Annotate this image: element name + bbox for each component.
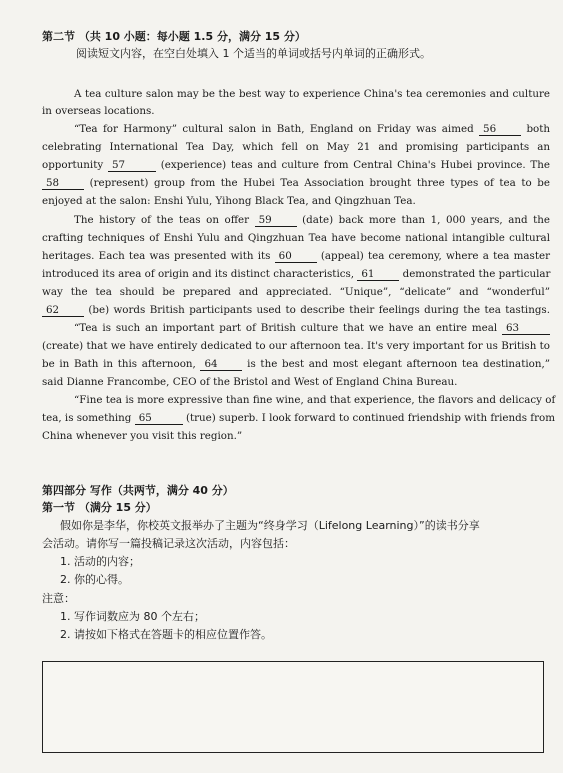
passage-text: demonstrated the particular xyxy=(402,268,551,280)
content-item: 1. 活动的内容； xyxy=(60,555,140,568)
blank-62[interactable]: 62 xyxy=(42,305,84,317)
blank-57[interactable]: 57 xyxy=(108,160,156,172)
passage-text: opportunity xyxy=(42,159,104,171)
passage-line: way the tea should be prepared and appreciated. “Unique”, “delicate” and “wonderful” xyxy=(42,286,550,298)
passage-line xyxy=(42,159,550,172)
blank-61[interactable]: 61 xyxy=(357,269,399,281)
passage-text: The history of the teas on offer xyxy=(74,214,250,226)
note-item: 1. 写作词数应为 80 个左右； xyxy=(60,610,205,623)
passage-text: (be) words British participants used to describe their feelings during the tea tastings. xyxy=(88,304,550,316)
section-heading: 第二节 （共 10 小题：每小题 1.5 分，满分 15 分） xyxy=(42,30,306,43)
note-item: 2. 请按如下格式在答题卡的相应位置作答。 xyxy=(60,628,272,641)
passage-line xyxy=(74,123,550,136)
passage-text: (represent) group from the Hubei Tea Association brought three types of tea to be xyxy=(89,177,550,189)
passage-line: said Dianne Francombe, CEO of the Bristol and West of England China Bureau. xyxy=(42,376,458,388)
part4-subheading: 第一节 （满分 15 分） xyxy=(42,501,157,514)
passage-line xyxy=(74,214,550,227)
passage-text: introduced its area of origin and its distinct characteristics, xyxy=(42,268,355,280)
passage-text: “Tea for Harmony” cultural salon in Bath, England on Friday was aimed xyxy=(74,123,474,135)
blank-59[interactable]: 59 xyxy=(255,215,297,227)
passage-line xyxy=(42,268,550,281)
blank-65[interactable]: 65 xyxy=(135,413,183,425)
passage-line: celebrating International Tea Day, which fell on May 21 and promising participants an xyxy=(42,141,550,153)
passage-line: “Fine tea is more expressive than fine wine, and that experience, the flavors and delicacy of xyxy=(74,394,556,406)
passage-line xyxy=(42,358,550,371)
notes-label: 注意： xyxy=(42,592,75,605)
passage-line: crafting techniques of Enshi Yulu and Qingzhuan Tea have become national intangible cultural xyxy=(42,232,550,244)
blank-63[interactable]: 63 xyxy=(502,323,550,335)
passage-text: tea, is something xyxy=(42,412,132,424)
passage-text: (experience) teas and culture from Central China's Hubei province. The xyxy=(160,159,550,171)
passage-line: in overseas locations. xyxy=(42,105,155,117)
section-instruction: 阅读短文内容，在空白处填入 1 个适当的单词或括号内单词的正确形式。 xyxy=(76,47,431,60)
passage-text: both xyxy=(526,123,550,135)
passage-line xyxy=(42,412,555,425)
blank-64[interactable]: 64 xyxy=(200,359,242,371)
passage-line xyxy=(74,322,550,335)
blank-56[interactable]: 56 xyxy=(479,124,521,136)
part4-heading: 第四部分 写作（共两节，满分 40 分） xyxy=(42,484,234,497)
passage-line: enjoyed at the salon: Enshi Yulu, Yihong Black Tea, and Qingzhuan Tea. xyxy=(42,195,416,207)
passage-text: (true) superb. I look forward to continued friendship with friends from xyxy=(185,412,555,424)
passage-text: heritages. Each tea was presented with its xyxy=(42,250,271,262)
passage-text: be in Bath in this afternoon, xyxy=(42,358,196,370)
passage-line: (create) that we have entirely dedicated to our afternoon tea. It's very important for us British to xyxy=(42,340,550,352)
blank-58[interactable]: 58 xyxy=(42,178,84,190)
passage-line xyxy=(42,250,550,263)
writing-prompt-line: 会活动。请你写一篇投稿记录这次活动，内容包括： xyxy=(42,537,295,550)
passage-text: is the best and most elegant afternoon tea destination,” xyxy=(247,358,550,370)
passage-text: “Tea is such an important part of British culture that we have an entire meal xyxy=(74,322,498,334)
writing-prompt-line: 假如你是李华，你校英文报举办了主题为“终身学习（Lifelong Learning）”的读书分享 xyxy=(60,519,480,532)
passage-line: A tea culture salon may be the best way to experience China's tea ceremonies and culture xyxy=(74,88,550,100)
answer-box[interactable] xyxy=(42,661,544,753)
passage-line: China whenever you visit this region.” xyxy=(42,430,243,442)
content-item: 2. 你的心得。 xyxy=(60,573,129,586)
passage-line xyxy=(42,177,550,190)
passage-text: (appeal) tea ceremony, where a tea master xyxy=(320,250,550,262)
passage-line xyxy=(42,304,550,317)
passage-text: (date) back more than 1, 000 years, and the xyxy=(302,214,550,226)
blank-60[interactable]: 60 xyxy=(275,251,317,263)
